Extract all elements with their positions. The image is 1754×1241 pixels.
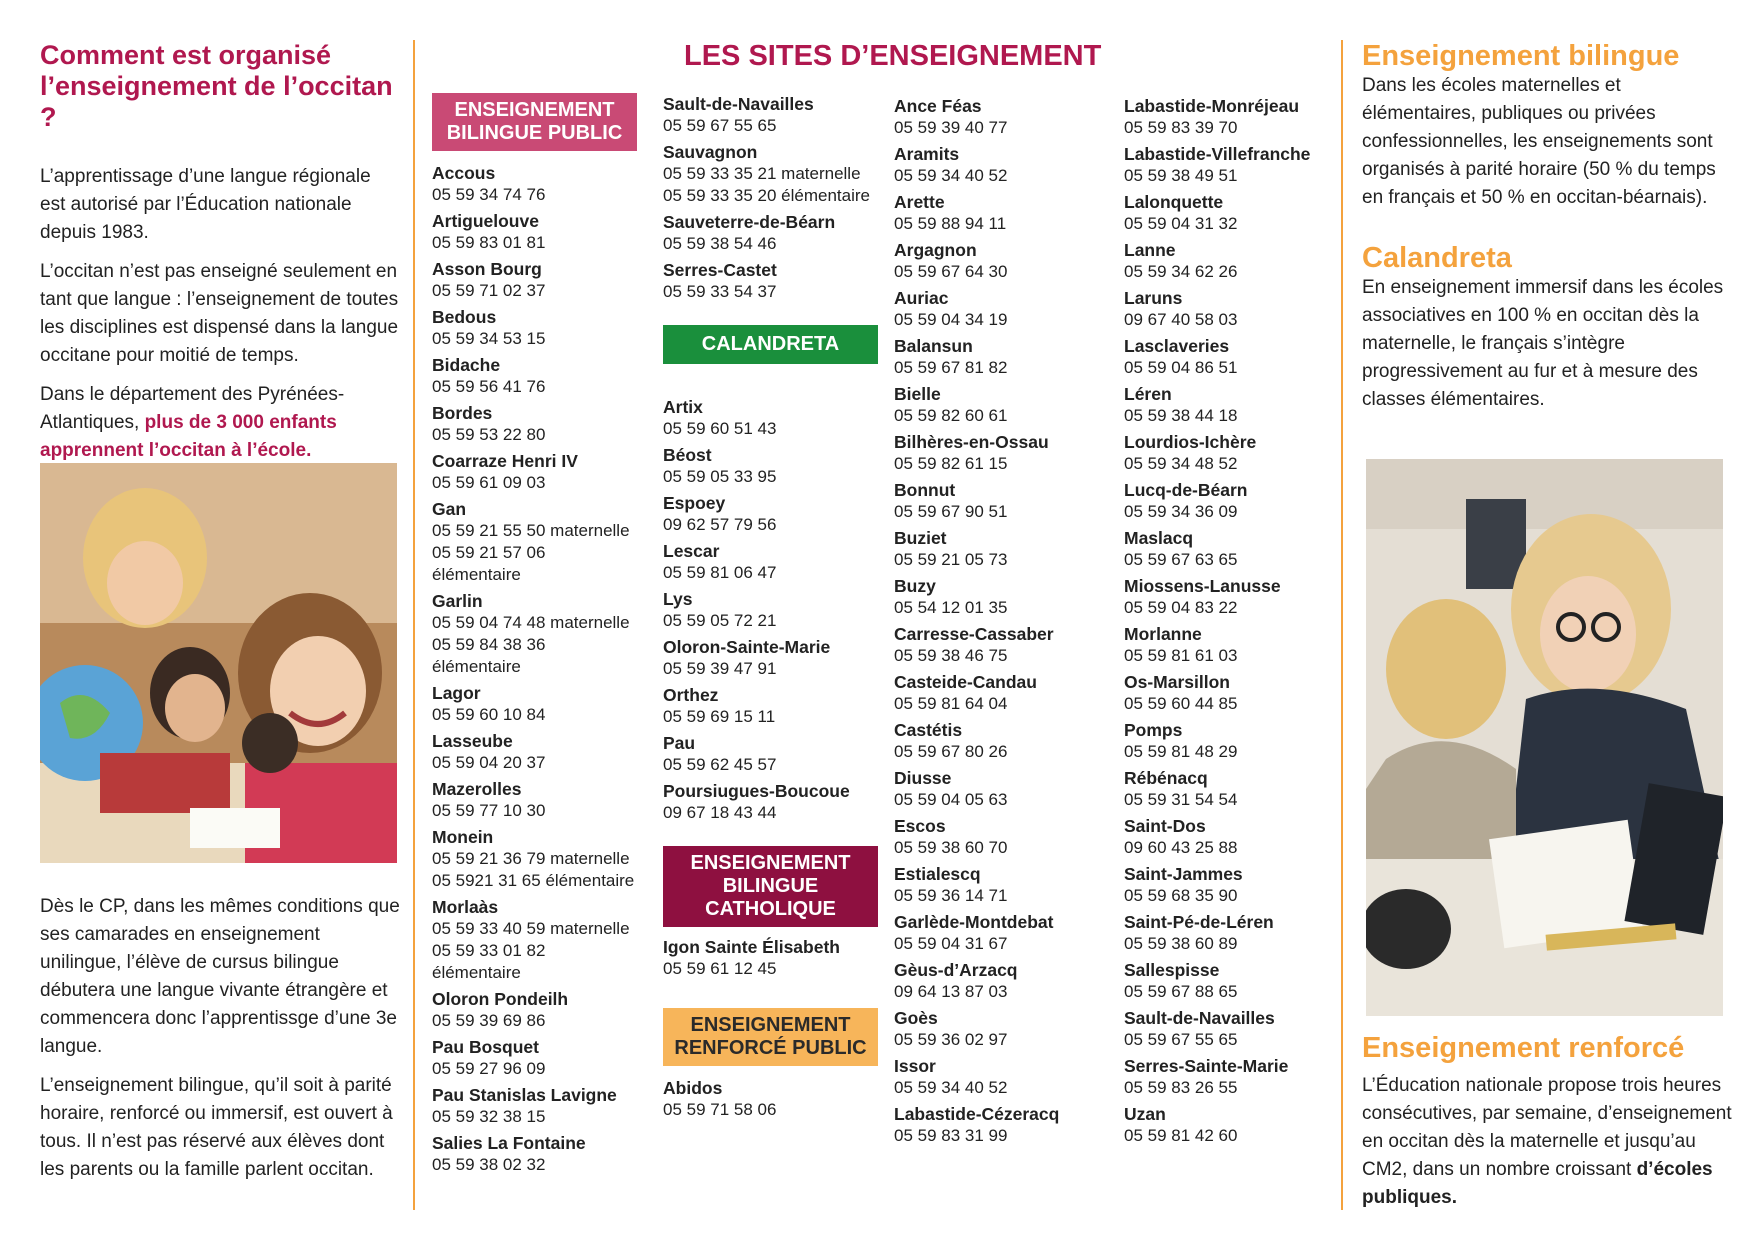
site-name: Orthez — [663, 685, 719, 705]
site-entry — [1124, 911, 1339, 955]
site-entry — [432, 258, 637, 302]
site-phone: 05 59 34 53 15 — [432, 329, 546, 348]
site-entry — [1124, 431, 1339, 475]
site-phone: 05 59 33 40 59 maternelle — [432, 919, 630, 938]
banner-calandreta: CALANDRETA — [663, 325, 878, 364]
site-name: Coarraze Henri IV — [432, 451, 578, 471]
intro-title: Comment est organisé l’enseignement de l’occitan ? — [40, 40, 393, 132]
site-phone: 05 59 04 05 63 — [894, 790, 1008, 809]
site-phone: 05 59 33 01 82 élémentaire — [432, 941, 546, 982]
banner-renforce: ENSEIGNEMENT RENFORCÉ PUBLIC — [663, 1008, 878, 1066]
site-phone: 05 59 04 31 32 — [1124, 214, 1238, 233]
site-phone: 05 5921 31 65 élémentaire — [432, 871, 635, 890]
site-entry — [1124, 383, 1339, 427]
site-name: Lanne — [1124, 240, 1176, 260]
site-entry — [432, 730, 637, 774]
site-entry — [1124, 1103, 1339, 1147]
site-phone: 05 59 31 54 54 — [1124, 790, 1238, 809]
site-entry — [894, 767, 1109, 811]
site-phone: 05 59 68 35 90 — [1124, 886, 1238, 905]
site-name: Miossens-Lanusse — [1124, 576, 1281, 596]
site-entry — [432, 306, 637, 350]
site-phone: 05 59 61 12 45 — [663, 959, 777, 978]
site-name: Os-Marsillon — [1124, 672, 1230, 692]
site-name: Uzan — [1124, 1104, 1166, 1124]
calandreta-sites-list — [663, 396, 878, 824]
site-phone: 05 59 67 90 51 — [894, 502, 1008, 521]
children-count-highlight: plus de 3 000 enfants apprennent l’occitan à l’école. — [40, 412, 337, 461]
site-name: Pau Bosquet — [432, 1037, 539, 1057]
site-entry — [663, 732, 878, 776]
site-name: Gan — [432, 499, 467, 519]
site-entry — [1124, 815, 1339, 859]
site-entry — [432, 402, 637, 446]
site-name: Artiguelouve — [432, 211, 539, 231]
site-phone: 05 59 38 44 18 — [1124, 406, 1238, 425]
public-sites-list-continued — [663, 93, 878, 303]
site-phone: 05 59 32 38 15 — [432, 1107, 546, 1126]
site-name: Issor — [894, 1056, 936, 1076]
site-entry — [432, 1132, 637, 1176]
site-phone: 05 59 21 55 50 maternelle — [432, 521, 630, 540]
site-name: Arette — [894, 192, 945, 212]
site-name: Lys — [663, 589, 693, 609]
site-name: Garlin — [432, 591, 483, 611]
site-entry — [432, 778, 637, 822]
classroom-photo — [1366, 459, 1723, 1016]
site-name: Escos — [894, 816, 946, 836]
site-name: Béost — [663, 445, 712, 465]
sites-title: LES SITES D’ENSEIGNEMENT — [684, 40, 1102, 72]
site-phone: 05 59 21 36 79 maternelle — [432, 849, 630, 868]
site-name: Lasclaveries — [1124, 336, 1230, 356]
site-name: Poursiugues-Boucoue — [663, 781, 850, 801]
site-phone: 05 59 36 14 71 — [894, 886, 1008, 905]
site-phone: 05 59 34 40 52 — [894, 1078, 1008, 1097]
site-entry — [432, 354, 637, 398]
divider-right — [1341, 40, 1343, 1210]
site-entry — [663, 259, 878, 303]
site-entry — [1124, 719, 1339, 763]
site-entry — [894, 671, 1109, 715]
site-phone: 05 59 81 42 60 — [1124, 1126, 1238, 1145]
banner-catholique: ENSEIGNEMENT BILINGUE CATHOLIQUE — [663, 846, 878, 927]
site-entry — [894, 383, 1109, 427]
site-phone: 09 62 57 79 56 — [663, 515, 777, 534]
site-name: Casteide-Candau — [894, 672, 1037, 692]
site-phone: 05 59 34 74 76 — [432, 185, 546, 204]
site-name: Pau — [663, 733, 696, 753]
site-name: Lucq-de-Béarn — [1124, 480, 1248, 500]
site-entry — [1124, 335, 1339, 379]
intro-column — [40, 40, 400, 476]
site-phone: 09 67 18 43 44 — [663, 803, 777, 822]
site-entry — [1124, 1055, 1339, 1099]
site-phone: 05 59 39 69 86 — [432, 1011, 546, 1030]
site-entry — [663, 93, 878, 137]
site-name: Sauveterre-de-Béarn — [663, 212, 836, 232]
site-name: Igon Sainte Élisabeth — [663, 937, 840, 957]
site-phone: 05 59 67 80 26 — [894, 742, 1008, 761]
site-entry — [1124, 863, 1339, 907]
site-name: Saint-Pé-de-Léren — [1124, 912, 1274, 932]
renforce-sites-list-d — [1124, 95, 1339, 1147]
site-name: Oloron-Sainte-Marie — [663, 637, 831, 657]
site-entry — [663, 684, 878, 728]
site-entry — [894, 191, 1109, 235]
site-phone: 05 59 60 10 84 — [432, 705, 546, 724]
sites-column-c — [894, 95, 1109, 1151]
site-entry — [432, 1036, 637, 1080]
site-phone: 05 59 34 40 52 — [894, 166, 1008, 185]
banner-public: ENSEIGNEMENT BILINGUE PUBLIC — [432, 93, 637, 151]
site-phone: 05 59 67 63 65 — [1124, 550, 1238, 569]
site-phone: 05 59 83 39 70 — [1124, 118, 1238, 137]
site-name: Oloron Pondeilh — [432, 989, 569, 1009]
site-phone: 05 59 81 64 04 — [894, 694, 1008, 713]
renforce-paragraph — [1362, 1072, 1732, 1212]
site-entry — [1124, 95, 1339, 139]
site-name: Bonnut — [894, 480, 956, 500]
site-name: Bedous — [432, 307, 497, 327]
site-name: Carresse-Cassaber — [894, 624, 1054, 644]
site-entry — [1124, 143, 1339, 187]
site-name: Estialescq — [894, 864, 981, 884]
site-name: Buzy — [894, 576, 936, 596]
site-name: Bilhères-en-Ossau — [894, 432, 1049, 452]
site-entry — [894, 815, 1109, 859]
site-name: Lagor — [432, 683, 481, 703]
site-entry — [894, 1103, 1109, 1147]
calandreta-paragraph: En enseignement immersif dans les écoles associatives en 100 % en occitan dès la maternelle, le français s’intègre progressivement au fur et à mesure des classes élémentaires. — [1362, 277, 1724, 410]
site-name: Salies La Fontaine — [432, 1133, 586, 1153]
site-entry — [432, 498, 637, 586]
site-name: Labastide-Villefranche — [1124, 144, 1311, 164]
site-phone: 05 59 84 38 36 élémentaire — [432, 635, 546, 676]
site-entry — [663, 444, 878, 488]
children-illustration — [40, 463, 397, 863]
site-phone: 05 59 04 34 19 — [894, 310, 1008, 329]
catholique-sites-list — [663, 936, 878, 980]
site-phone: 05 59 61 09 03 — [432, 473, 546, 492]
site-entry — [1124, 671, 1339, 715]
site-phone: 05 59 88 94 11 — [894, 214, 1007, 233]
site-name: Castétis — [894, 720, 963, 740]
bilingue-paragraph: Dans les écoles maternelles et élémentaires, publiques ou privées confessionnelles, les enseignements sont organisés à parité horaire (50 % du temps en français et 50 % en occitan-béarnais). — [1362, 75, 1716, 208]
sites-column-b — [663, 93, 878, 1125]
site-phone: 05 59 04 31 67 — [894, 934, 1008, 953]
site-name: Sault-de-Navailles — [663, 94, 814, 114]
site-phone: 05 59 39 47 91 — [663, 659, 777, 678]
site-phone: 05 59 60 44 85 — [1124, 694, 1238, 713]
site-entry — [894, 335, 1109, 379]
site-name: Bordes — [432, 403, 493, 423]
intro-paragraph-3 — [40, 381, 400, 465]
renforce-block — [1362, 1032, 1732, 1212]
intro-paragraph-5: L’enseignement bilingue, qu’il soit à parité horaire, renforcé ou immersif, est ouvert à tous. Il n’est pas réservé aux élèves dont les parents ou la famille parlent occitan. — [40, 1075, 393, 1180]
site-name: Lalonquette — [1124, 192, 1224, 212]
site-phone: 05 59 21 05 73 — [894, 550, 1008, 569]
site-phone: 05 59 67 81 82 — [894, 358, 1008, 377]
renforce-sites-list — [663, 1077, 878, 1121]
site-phone: 05 59 38 60 70 — [894, 838, 1008, 857]
site-name: Buziet — [894, 528, 947, 548]
site-entry — [1124, 239, 1339, 283]
site-entry — [432, 988, 637, 1032]
site-phone: 05 54 12 01 35 — [894, 598, 1008, 617]
site-entry — [894, 863, 1109, 907]
site-entry — [1124, 767, 1339, 811]
site-phone: 05 59 33 35 20 élémentaire — [663, 186, 870, 205]
site-phone: 05 59 04 20 37 — [432, 753, 546, 772]
site-name: Artix — [663, 397, 703, 417]
site-name: Abidos — [663, 1078, 723, 1098]
site-phone: 05 59 83 31 99 — [894, 1126, 1008, 1145]
intro-paragraph-3-text: Dans le département des Pyrénées-Atlantiques, — [40, 384, 345, 433]
site-name: Goès — [894, 1008, 938, 1028]
site-phone: 05 59 34 36 09 — [1124, 502, 1238, 521]
site-phone: 05 59 69 15 11 — [663, 707, 776, 726]
classroom-illustration — [1366, 459, 1723, 1016]
site-name: Diusse — [894, 768, 952, 788]
site-phone: 05 59 05 72 21 — [663, 611, 777, 630]
site-name: Monein — [432, 827, 494, 847]
site-name: Garlède-Montdebat — [894, 912, 1054, 932]
site-entry — [432, 590, 637, 678]
site-entry — [894, 143, 1109, 187]
sites-column-a — [432, 93, 637, 1180]
site-name: Lasseube — [432, 731, 513, 751]
site-entry — [663, 492, 878, 536]
site-entry — [894, 527, 1109, 571]
site-entry — [663, 396, 878, 440]
site-phone: 05 59 38 54 46 — [663, 234, 777, 253]
site-entry — [663, 141, 878, 207]
site-entry — [663, 540, 878, 584]
site-entry — [1124, 191, 1339, 235]
site-entry — [894, 959, 1109, 1003]
site-name: Saint-Dos — [1124, 816, 1206, 836]
site-entry — [663, 588, 878, 632]
site-entry — [1124, 1007, 1339, 1051]
site-phone: 05 59 21 57 06 élémentaire — [432, 543, 546, 584]
site-entry — [663, 636, 878, 680]
site-phone: 05 59 38 46 75 — [894, 646, 1008, 665]
teaching-modes-column — [1362, 40, 1732, 414]
site-phone: 05 59 34 62 26 — [1124, 262, 1238, 281]
site-phone: 05 59 67 55 65 — [1124, 1030, 1238, 1049]
site-name: Argagnon — [894, 240, 977, 260]
site-phone: 05 59 81 61 03 — [1124, 646, 1238, 665]
site-entry — [432, 450, 637, 494]
site-phone: 09 64 13 87 03 — [894, 982, 1008, 1001]
site-name: Saint-Jammes — [1124, 864, 1243, 884]
site-entry — [1124, 287, 1339, 331]
site-phone: 05 59 62 45 57 — [663, 755, 777, 774]
site-name: Mazerolles — [432, 779, 522, 799]
site-name: Léren — [1124, 384, 1172, 404]
site-name: Labastide-Cézeracq — [894, 1104, 1060, 1124]
site-entry — [1124, 623, 1339, 667]
renforce-paragraph-bold: d’écoles publiques. — [1362, 1159, 1713, 1208]
site-name: Morlaàs — [432, 897, 499, 917]
site-name: Asson Bourg — [432, 259, 542, 279]
site-entry — [663, 936, 878, 980]
site-phone: 05 59 83 26 55 — [1124, 1078, 1238, 1097]
site-entry — [894, 95, 1109, 139]
site-phone: 05 59 81 48 29 — [1124, 742, 1238, 761]
site-entry — [432, 162, 637, 206]
site-name: Sauvagnon — [663, 142, 758, 162]
site-phone: 05 59 53 22 80 — [432, 425, 546, 444]
site-entry — [894, 431, 1109, 475]
site-phone: 05 59 82 60 61 — [894, 406, 1008, 425]
site-entry — [663, 211, 878, 255]
site-entry — [663, 1077, 878, 1121]
site-phone: 05 59 39 40 77 — [894, 118, 1008, 137]
bilingue-heading: Enseignement bilingue — [1362, 40, 1680, 72]
sites-column-d — [1124, 95, 1339, 1151]
site-phone: 05 59 56 41 76 — [432, 377, 546, 396]
site-phone: 05 59 04 74 48 maternelle — [432, 613, 630, 632]
site-name: Sault-de-Navailles — [1124, 1008, 1275, 1028]
site-entry — [894, 1007, 1109, 1051]
intro-lower — [40, 893, 400, 1195]
site-name: Pomps — [1124, 720, 1183, 740]
site-name: Labastide-Monréjeau — [1124, 96, 1300, 116]
site-entry — [894, 911, 1109, 955]
site-entry — [432, 1084, 637, 1128]
site-phone: 05 59 67 88 65 — [1124, 982, 1238, 1001]
site-name: Gèus-d’Arzacq — [894, 960, 1018, 980]
site-entry — [663, 780, 878, 824]
site-phone: 05 59 33 54 37 — [663, 282, 777, 301]
site-entry — [894, 623, 1109, 667]
renforce-sites-list-c — [894, 95, 1109, 1147]
site-name: Bidache — [432, 355, 501, 375]
site-name: Lescar — [663, 541, 720, 561]
public-sites-list — [432, 162, 637, 1176]
renforce-heading: Enseignement renforcé — [1362, 1032, 1685, 1064]
site-phone: 05 59 77 10 30 — [432, 801, 546, 820]
site-phone: 05 59 60 51 43 — [663, 419, 777, 438]
children-photo — [40, 463, 397, 863]
site-name: Serres-Castet — [663, 260, 777, 280]
site-phone: 05 59 71 58 06 — [663, 1100, 777, 1119]
site-entry — [432, 210, 637, 254]
site-entry — [894, 719, 1109, 763]
site-phone: 05 59 83 01 81 — [432, 233, 546, 252]
site-entry — [1124, 527, 1339, 571]
intro-paragraph-4: Dès le CP, dans les mêmes conditions que ses camarades en enseignement unilingue, l’élève de cursus bilingue débutera une langue vivante étrangère et commencera donc l’apprentissge d’une 3e langue. — [40, 896, 400, 1057]
site-entry — [894, 1055, 1109, 1099]
renforce-paragraph-text: L’Éducation nationale propose trois heures consécutives, par semaine, d’enseignement en occitan dès la maternelle et jusqu’au CM2, dans un nombre croissant — [1362, 1075, 1732, 1180]
site-name: Aramits — [894, 144, 960, 164]
calandreta-heading: Calandreta — [1362, 242, 1512, 274]
divider-left — [413, 40, 415, 1210]
site-phone: 05 59 27 96 09 — [432, 1059, 546, 1078]
site-phone: 05 59 34 48 52 — [1124, 454, 1238, 473]
site-entry — [1124, 959, 1339, 1003]
site-phone: 05 59 38 02 32 — [432, 1155, 546, 1174]
site-entry — [894, 287, 1109, 331]
site-name: Serres-Sainte-Marie — [1124, 1056, 1289, 1076]
site-phone: 05 59 81 06 47 — [663, 563, 777, 582]
site-name: Espoey — [663, 493, 726, 513]
site-phone: 05 59 67 64 30 — [894, 262, 1008, 281]
site-phone: 05 59 67 55 65 — [663, 116, 777, 135]
site-phone: 05 59 36 02 97 — [894, 1030, 1008, 1049]
site-entry — [894, 479, 1109, 523]
site-name: Auriac — [894, 288, 949, 308]
site-phone: 05 59 04 83 22 — [1124, 598, 1238, 617]
site-phone: 05 59 82 61 15 — [894, 454, 1008, 473]
site-phone: 05 59 38 49 51 — [1124, 166, 1238, 185]
site-phone: 09 67 40 58 03 — [1124, 310, 1238, 329]
site-entry — [432, 682, 637, 726]
site-name: Morlanne — [1124, 624, 1202, 644]
site-phone: 05 59 71 02 37 — [432, 281, 546, 300]
site-name: Accous — [432, 163, 496, 183]
site-entry — [1124, 575, 1339, 619]
site-name: Sallespisse — [1124, 960, 1220, 980]
site-name: Balansun — [894, 336, 973, 356]
site-name: Laruns — [1124, 288, 1183, 308]
site-phone: 05 59 38 60 89 — [1124, 934, 1238, 953]
site-entry — [432, 826, 637, 892]
site-phone: 05 59 33 35 21 maternelle — [663, 164, 861, 183]
site-name: Maslacq — [1124, 528, 1194, 548]
intro-paragraph-2: L’occitan n’est pas enseigné seulement en tant que langue : l’enseignement de toutes les disciplines est dispensé dans la langue occitane pour moitié de temps. — [40, 261, 399, 366]
site-phone: 09 60 43 25 88 — [1124, 838, 1238, 857]
site-entry — [432, 896, 637, 984]
site-name: Rébénacq — [1124, 768, 1208, 788]
site-entry — [1124, 479, 1339, 523]
site-name: Lourdios-Ichère — [1124, 432, 1257, 452]
site-phone: 05 59 04 86 51 — [1124, 358, 1238, 377]
site-name: Ance Féas — [894, 96, 982, 116]
site-entry — [894, 575, 1109, 619]
intro-paragraph-1: L’apprentissage d’une langue régionale est autorisé par l’Éducation nationale depuis 1983. — [40, 166, 371, 243]
site-name: Bielle — [894, 384, 941, 404]
site-phone: 05 59 05 33 95 — [663, 467, 777, 486]
site-entry — [894, 239, 1109, 283]
site-name: Pau Stanislas Lavigne — [432, 1085, 617, 1105]
